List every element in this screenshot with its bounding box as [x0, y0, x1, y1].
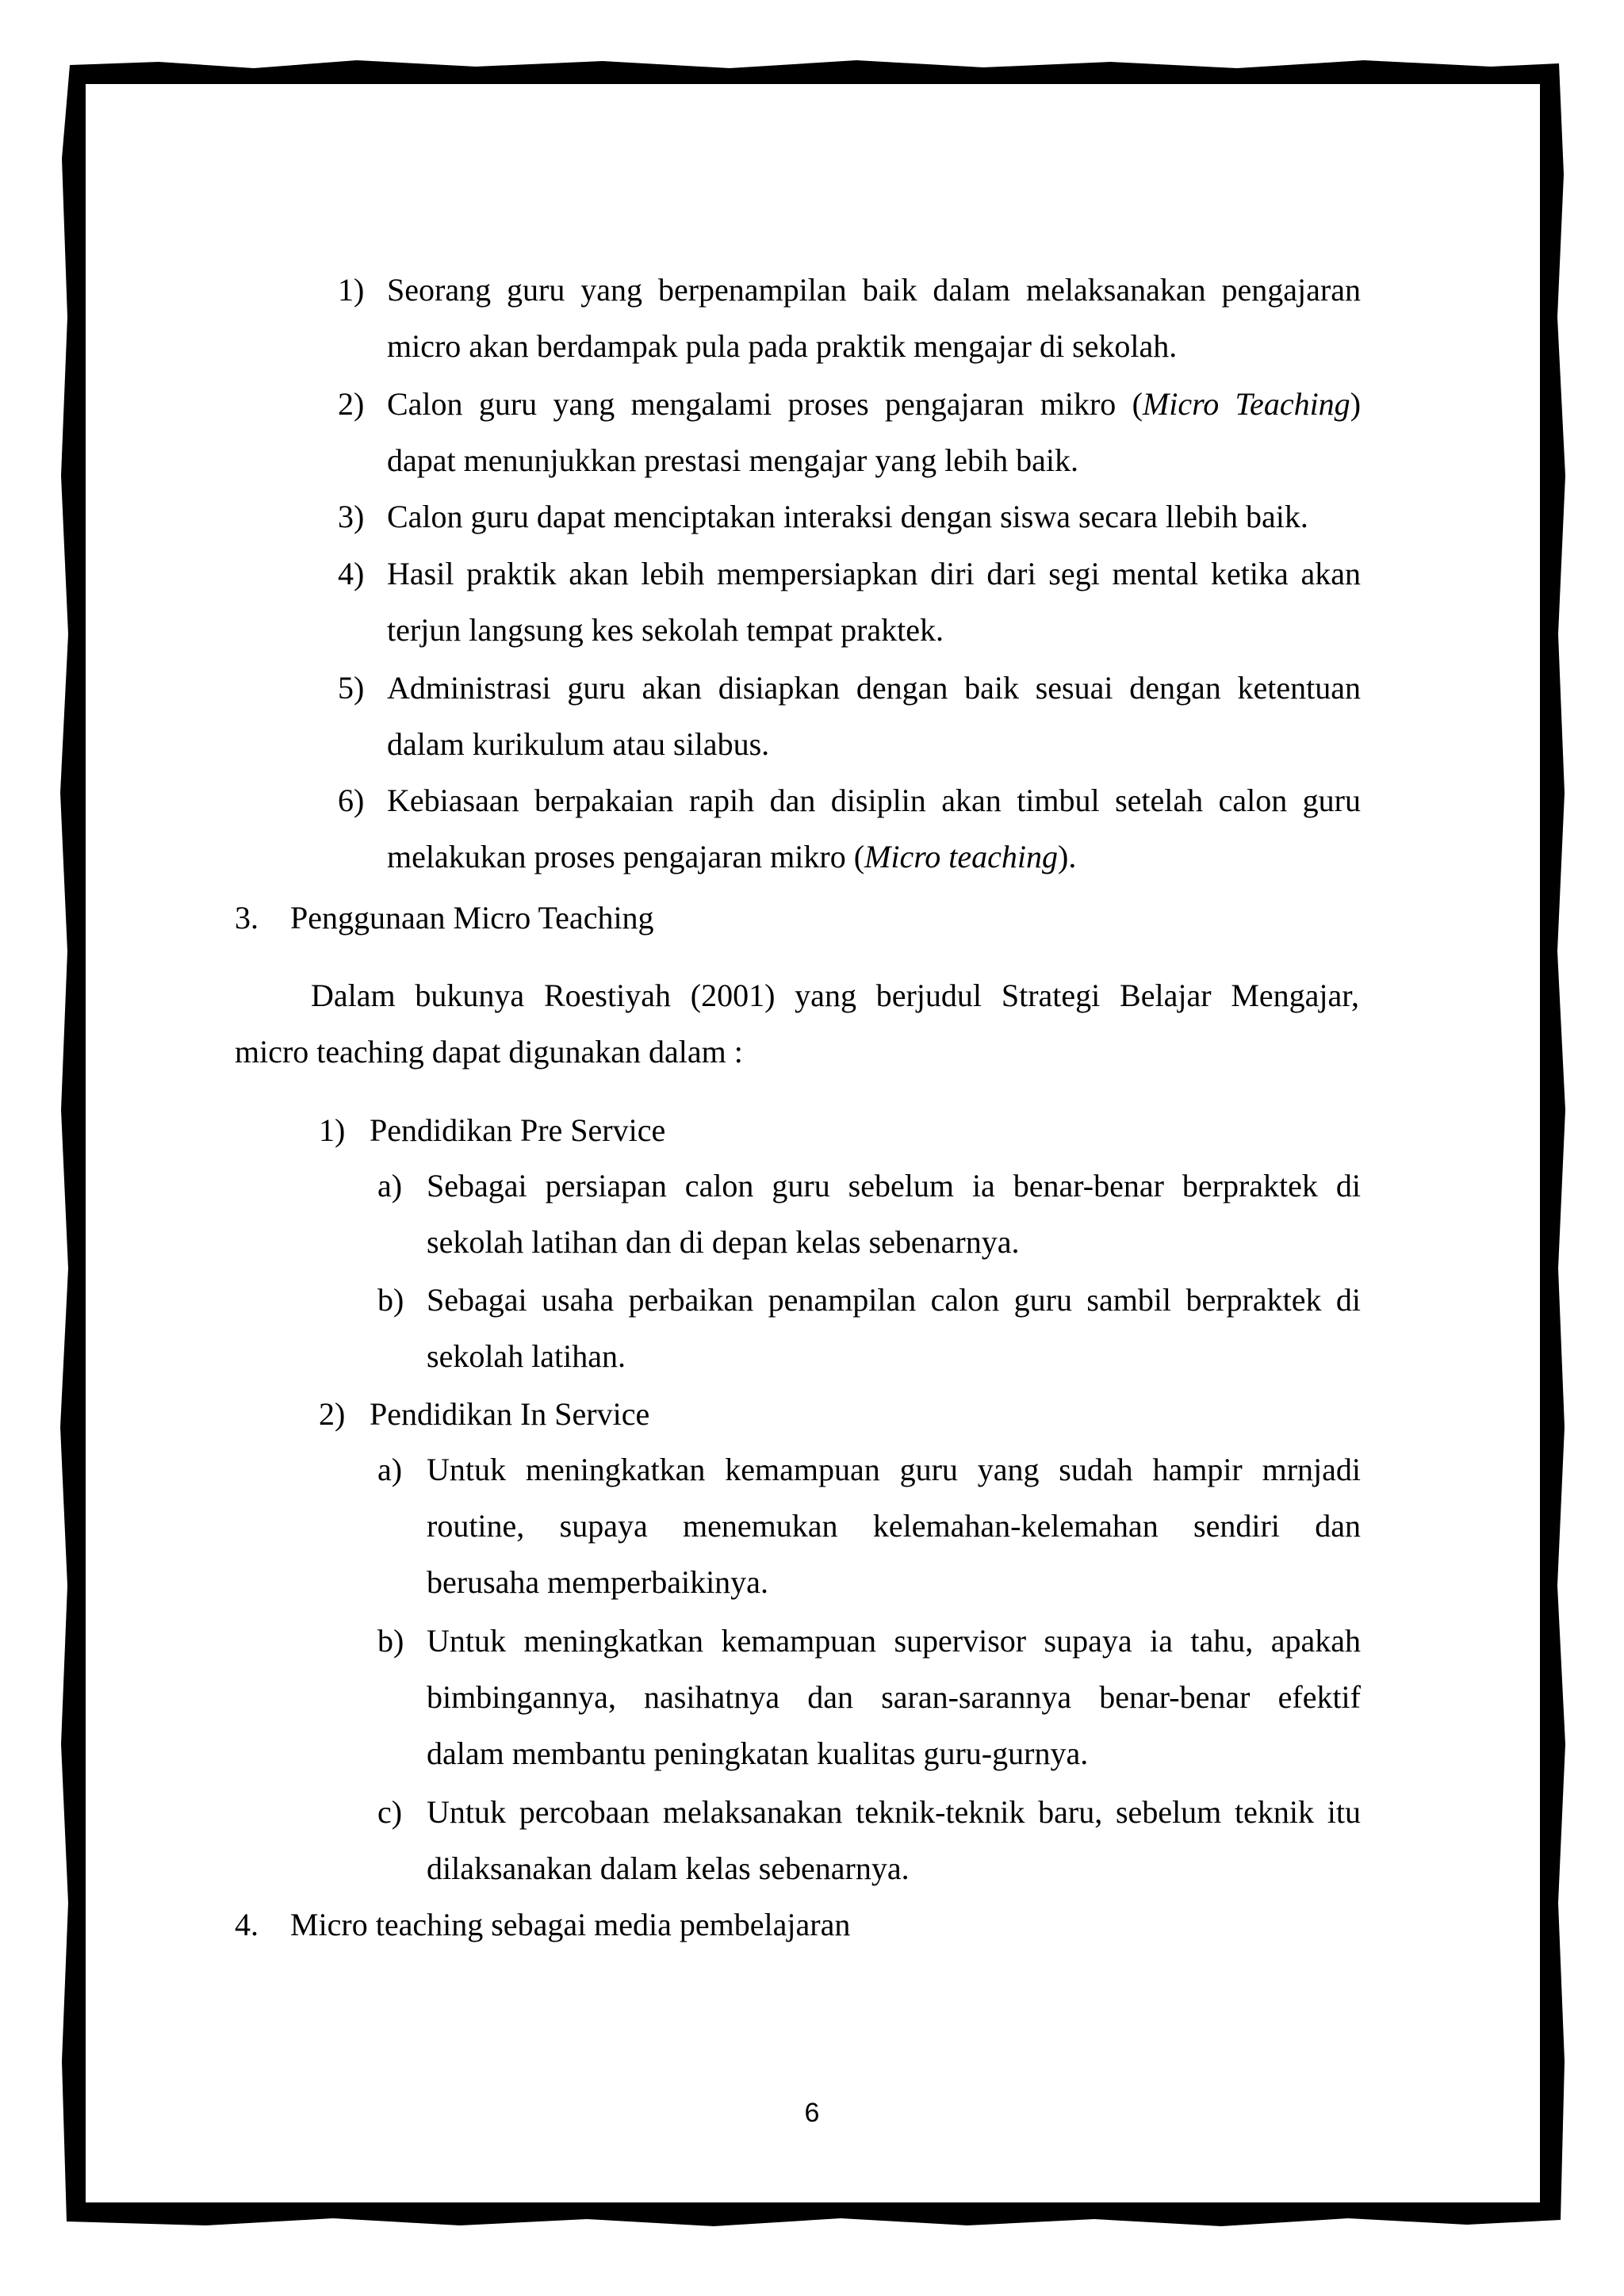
list-item-text: dilaksanakan dalam kelas sebenarnya.	[427, 1850, 910, 1886]
intro-line-2: micro teaching dapat digunakan dalam :	[235, 1034, 743, 1070]
list-item-text: dalam kurikulum atau silabus.	[387, 726, 770, 762]
list-item-text: Kebiasaan berpakaian rapih dan disiplin akan timbul setelah calon guru	[387, 783, 1361, 818]
subsection-2-number: 2)	[319, 1396, 346, 1432]
section-3-title: Penggunaan Micro Teaching	[290, 900, 654, 936]
list-item-number: 3)	[338, 499, 365, 534]
list-item-text: dalam membantu peningkatan kualitas guru-gurnya.	[427, 1735, 1089, 1771]
list-item-text: Hasil praktik akan lebih mempersiapkan diri dari segi mental ketika akan	[387, 556, 1361, 591]
list-item-text: terjun langsung kes sekolah tempat praktek.	[387, 612, 944, 648]
list-item-line	[427, 1669, 1361, 1725]
list-item-line	[387, 716, 1361, 772]
list-item-line	[427, 1328, 1361, 1384]
list-item-line	[387, 318, 1361, 374]
list-item-text: Sebagai usaha perbaikan penampilan calon guru sambil berpraktek di	[427, 1282, 1361, 1318]
list-item-text: Untuk percobaan melaksanakan teknik-teknik baru, sebelum teknik itu	[427, 1794, 1361, 1830]
list-item-text: sekolah latihan dan di depan kelas sebenarnya.	[427, 1224, 1020, 1260]
list-item-text: micro akan berdampak pula pada praktik mengajar di sekolah.	[387, 328, 1178, 364]
list-item-line	[387, 545, 1361, 602]
list-item-number: c)	[377, 1794, 403, 1830]
intro-paragraph	[235, 967, 1359, 1080]
list-item-number: 5)	[338, 670, 365, 706]
list-item-line	[387, 660, 1361, 716]
list-item-number: a)	[377, 1452, 403, 1487]
list-item-number: 1)	[338, 272, 365, 308]
subsection-1-number: 1)	[319, 1112, 346, 1148]
page-number: 6	[804, 2098, 820, 2128]
list-item-text: )	[1350, 386, 1362, 422]
list-item-line	[387, 828, 1361, 885]
list-item-text: Administrasi guru akan disiapkan dengan baik sesuai dengan ketentuan	[387, 670, 1361, 706]
list-item-text: Calon guru dapat menciptakan interaksi dengan siswa secara llebih baik.	[387, 499, 1308, 534]
list-item-number: 2)	[338, 386, 365, 422]
list-item-line	[427, 1272, 1361, 1328]
list-item-line	[427, 1498, 1361, 1554]
list-item-line	[427, 1784, 1361, 1840]
list-item-text: berusaha memperbaikinya.	[427, 1564, 768, 1600]
list-item-text: Untuk meningkatkan kemampuan guru yang sudah hampir mrnjadi	[427, 1452, 1361, 1487]
list-item-line	[387, 262, 1361, 318]
section-4-number: 4.	[235, 1907, 259, 1942]
list-item-text: routine, supaya menemukan kelemahan-kelemahan sendiri dan	[427, 1508, 1361, 1544]
subsection-1-title: Pendidikan Pre Service	[370, 1112, 666, 1148]
list-item-text: Sebagai persiapan calon guru sebelum ia benar-benar berpraktek di	[427, 1168, 1361, 1203]
intro-line-1: Dalam bukunya Roestiyah (2001) yang berjudul Strategi Belajar Mengajar,	[311, 978, 1359, 1013]
list-item-line	[427, 1214, 1361, 1270]
list-item-line	[427, 1554, 1361, 1610]
list-item-line	[427, 1613, 1361, 1669]
list-item-line	[387, 376, 1361, 432]
list-item-line	[427, 1840, 1361, 1896]
list-item-line	[387, 488, 1361, 545]
list-item-line	[427, 1158, 1361, 1214]
list-item-italic-term: Micro Teaching	[1142, 386, 1350, 422]
list-item-text: dapat menunjukkan prestasi mengajar yang lebih baik.	[387, 442, 1078, 478]
list-item-number: b)	[377, 1623, 404, 1659]
list-item-line	[427, 1725, 1361, 1781]
list-item-text: sekolah latihan.	[427, 1338, 626, 1374]
list-item-text: ).	[1058, 839, 1077, 874]
list-item-number: 4)	[338, 556, 365, 591]
list-item-line	[387, 602, 1361, 658]
list-item-number: 6)	[338, 783, 365, 818]
list-item-italic-term: Micro teaching	[864, 839, 1059, 874]
section-4-title: Micro teaching sebagai media pembelajaran	[290, 1907, 851, 1942]
list-item-text: Calon guru yang mengalami proses pengajaran mikro (	[387, 386, 1143, 422]
list-item-text: melakukan proses pengajaran mikro (	[387, 839, 865, 874]
list-item-number: a)	[377, 1168, 403, 1203]
list-item-line	[427, 1441, 1361, 1498]
list-item-text: Seorang guru yang berpenampilan baik dalam melaksanakan pengajaran	[387, 272, 1361, 308]
section-3-number: 3.	[235, 900, 259, 936]
list-item-text: Untuk meningkatkan kemampuan supervisor supaya ia tahu, apakah	[427, 1623, 1361, 1659]
subsection-2-title: Pendidikan In Service	[370, 1396, 650, 1432]
list-item-line	[387, 772, 1361, 828]
list-item-text: bimbingannya, nasihatnya dan saran-sarannya benar-benar efektif	[427, 1679, 1361, 1715]
list-item-line	[387, 432, 1361, 488]
list-item-number: b)	[377, 1282, 404, 1318]
